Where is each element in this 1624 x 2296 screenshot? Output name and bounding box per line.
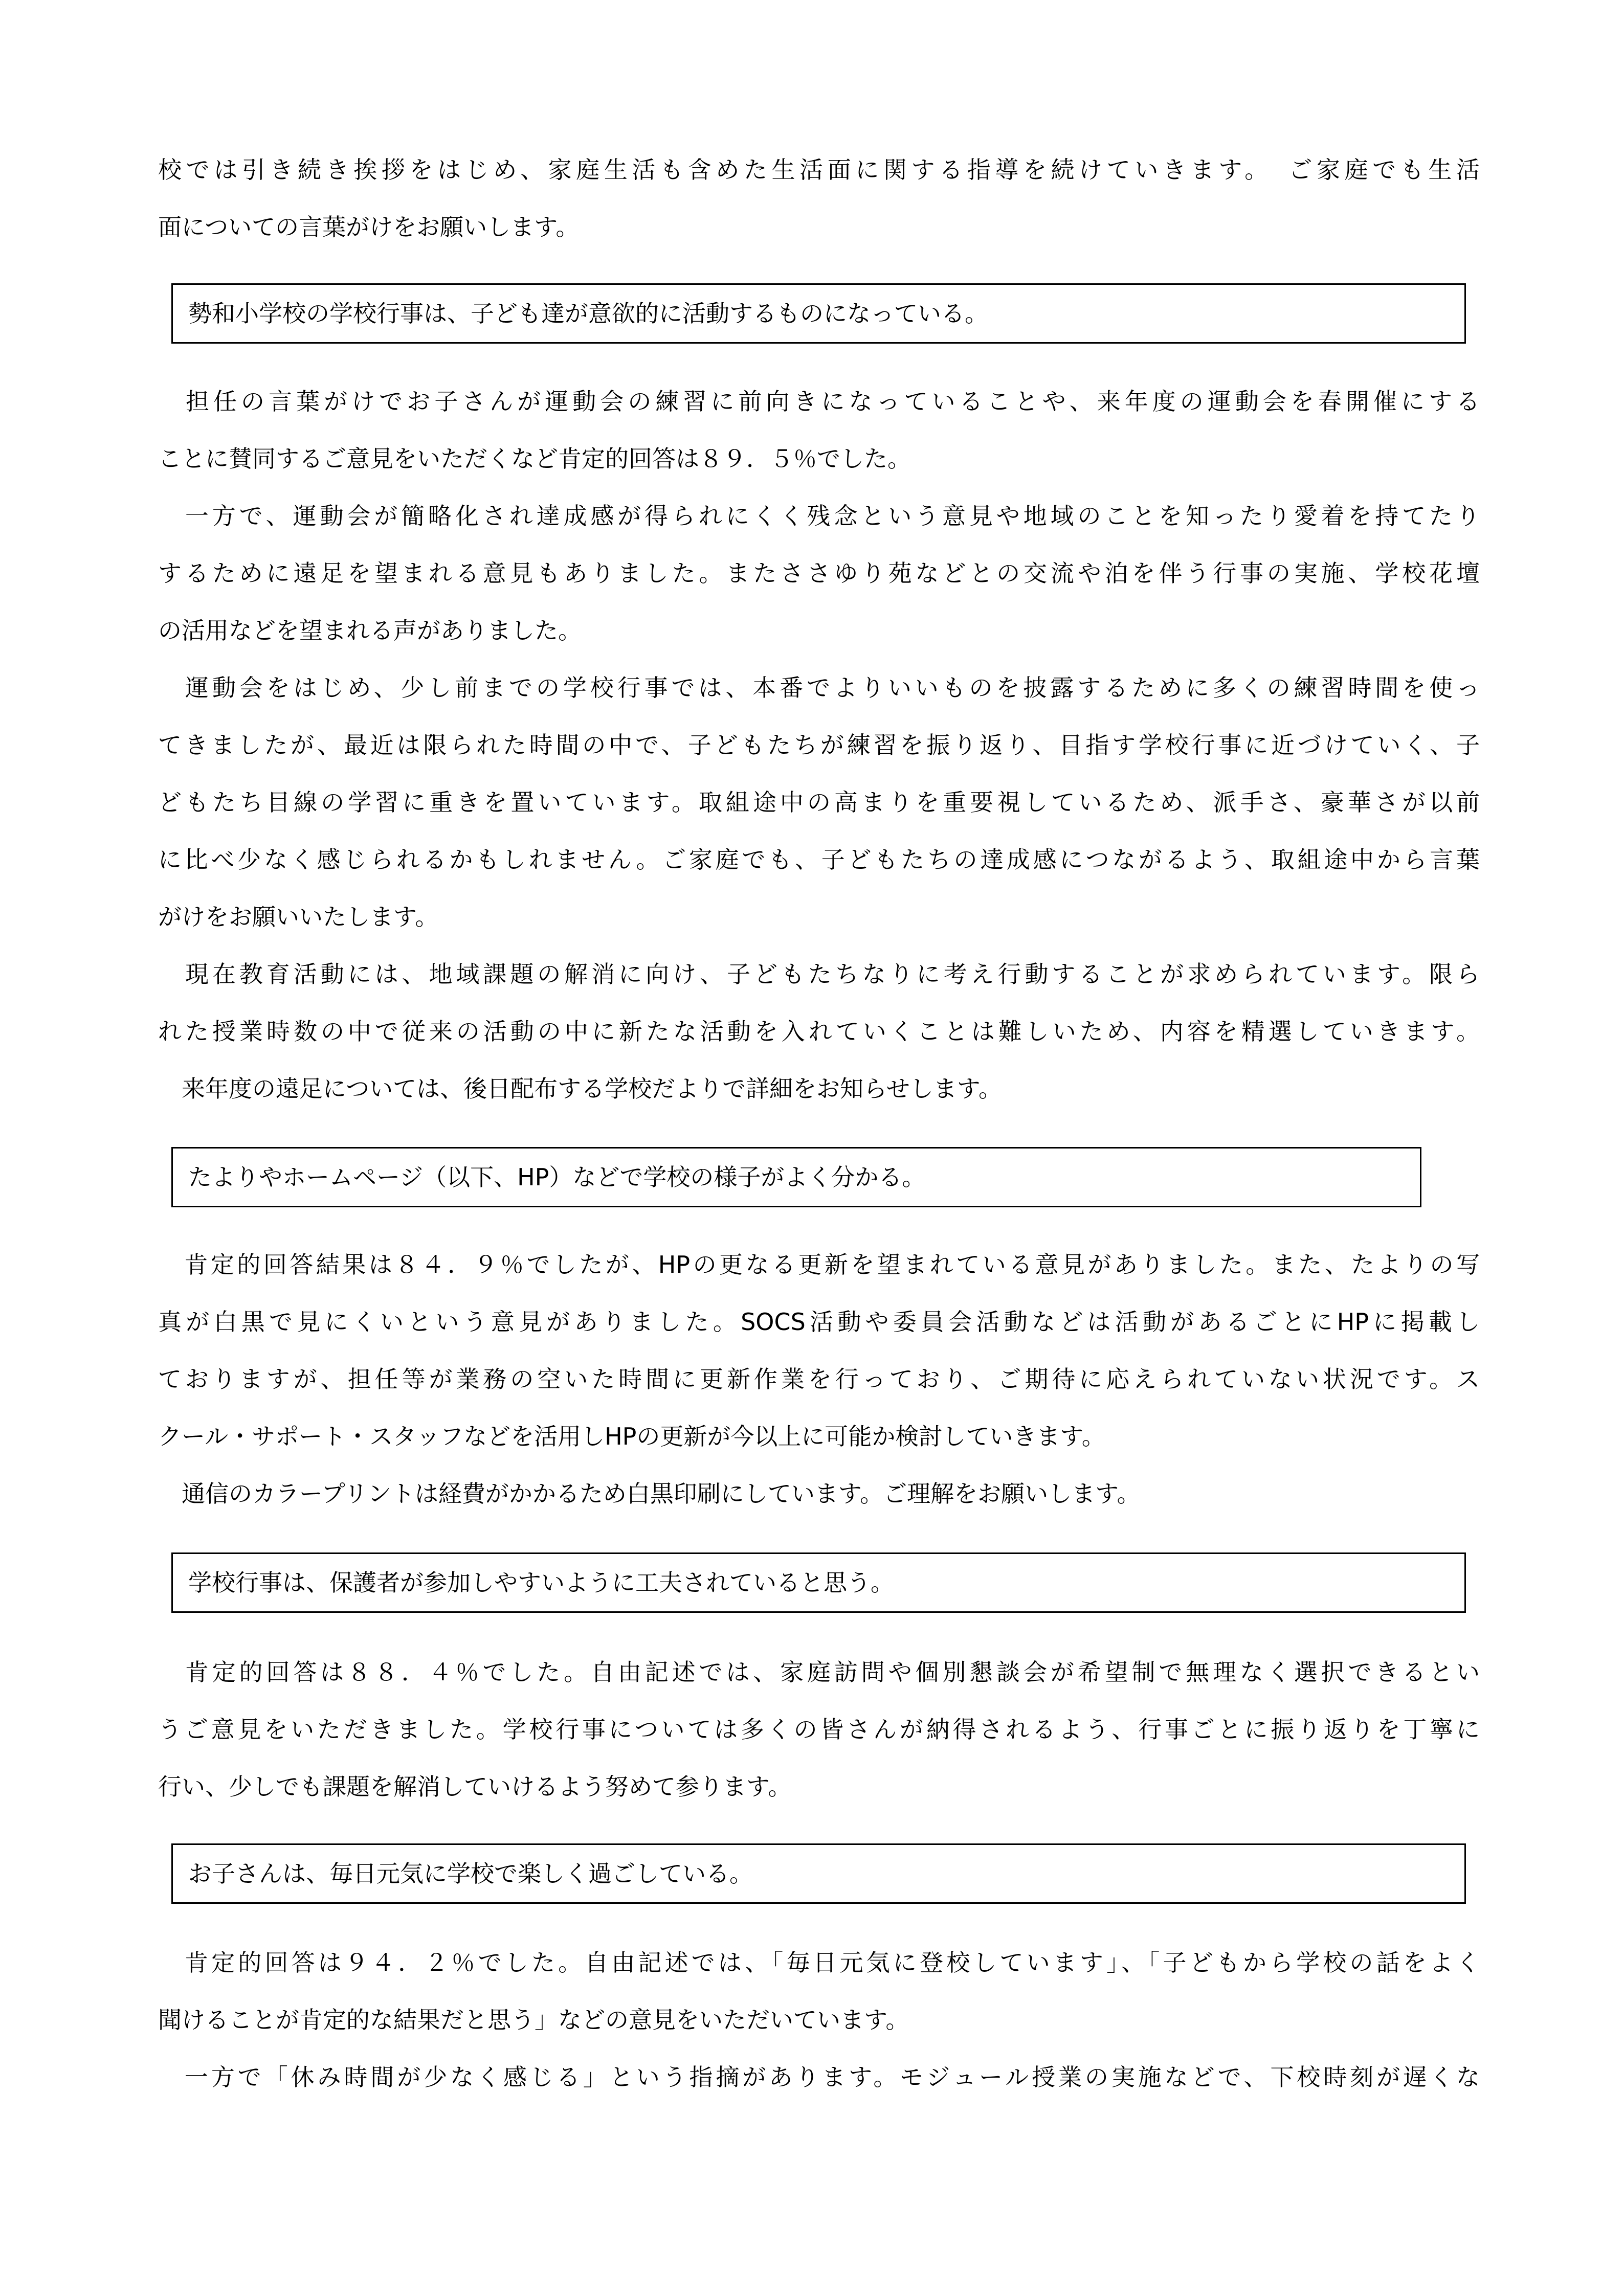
text-line: 肯定的回答結果は８４．９％でしたが、HPの更なる更新を望まれている意見がありました。また、たよりの写 [158, 1251, 1480, 1278]
survey-question-box: 勢和小学校の学校行事は、子ども達が意欲的に活動するものになっている。 [171, 283, 1466, 344]
text-line: 現在教育活動には、地域課題の解消に向け、子どもたちなりに考え行動することが求められています。限ら [158, 960, 1480, 988]
survey-question-box: たよりやホームページ（以下、HP）などで学校の様子がよく分かる。 [171, 1147, 1421, 1207]
text-line: どもたち目線の学習に重きを置いています。取組途中の高まりを重要視しているため、派手さ、豪華さが以前 [158, 789, 1480, 816]
newsletter-hp-response [158, 1236, 1480, 1522]
intro-paragraph [158, 141, 1480, 256]
child-wellbeing-response [158, 1934, 1480, 2106]
school-events-response [158, 373, 1480, 1117]
text-line: ておりますが、担任等が業務の空いた時間に更新作業を行っており、ご期待に応えられていない状況です。ス [158, 1365, 1480, 1393]
text-line: ことに賛同するご意見をいただくなど肯定的回答は８９．５％でした。 [158, 445, 911, 472]
text-line: に比べ少なく感じられるかもしれません。ご家庭でも、子どもたちの達成感につながるよう、取組途中から言葉 [158, 846, 1480, 873]
text-line: 真が白黒で見にくいという意見がありました。SOCS活動や委員会活動などは活動があるごとにHPに掲載し [158, 1308, 1480, 1336]
text-line: 肯定的回答は８８．４％でした。自由記述では、家庭訪問や個別懇談会が希望制で無理なく選択できるとい [158, 1658, 1480, 1686]
text-line: の活用などを望まれる声がありました。 [158, 617, 582, 644]
text-line: するために遠足を望まれる意見もありました。またささゆり苑などとの交流や泊を伴う行事の実施、学校花壇 [158, 559, 1480, 587]
text-line: 通信のカラープリントは経費がかかるため白黒印刷にしています。ご理解をお願いします。 [158, 1480, 1141, 1507]
text-line: がけをお願いいたします。 [158, 903, 439, 931]
text-line: 来年度の遠足については、後日配布する学校だよりで詳細をお知らせします。 [158, 1075, 1003, 1102]
text-line: 聞けることが肯定的な結果だと思う」などの意見をいただいています。 [158, 2006, 909, 2034]
text-line: 校では引き続き挨拶をはじめ、家庭生活も含めた生活面に関する指導を続けていきます。 ご家庭でも生活 [158, 156, 1480, 184]
survey-question-box: お子さんは、毎日元気に学校で楽しく過ごしている。 [171, 1843, 1466, 1904]
text-line: 面についての言葉がけをお願いします。 [158, 213, 580, 241]
text-line: れた授業時数の中で従来の活動の中に新たな活動を入れていくことは難しいため、内容を精選していきます。 [158, 1018, 1480, 1045]
text-line: てきましたが、最近は限られた時間の中で、子どもたちが練習を振り返り、目指す学校行事に近づけていく、子 [158, 731, 1480, 759]
survey-question-box: 学校行事は、保護者が参加しやすいように工夫されていると思う。 [171, 1552, 1466, 1613]
text-line: 運動会をはじめ、少し前までの学校行事では、本番でよりいいものを披露するために多くの練習時間を使っ [158, 674, 1480, 702]
text-line: 一方で「休み時間が少なく感じる」という指摘があります。モジュール授業の実施などで、下校時刻が遅くな [158, 2063, 1480, 2091]
text-line: 肯定的回答は９４．２％でした。自由記述では、「毎日元気に登校しています」、「子どもから学校の話をよく [158, 1949, 1480, 1976]
parent-participation-response [158, 1644, 1480, 1815]
text-line: 行い、少しでも課題を解消していけるよう努めて参ります。 [158, 1773, 792, 1800]
text-line: 担任の言葉がけでお子さんが運動会の練習に前向きになっていることや、来年度の運動会を春開催にする [158, 388, 1480, 415]
text-line: 一方で、運動会が簡略化され達成感が得られにくく残念という意見や地域のことを知ったり愛着を持てたり [158, 502, 1480, 530]
text-line: うご意見をいただきました。学校行事については多くの皆さんが納得されるよう、行事ごとに振り返りを丁寧に [158, 1716, 1480, 1743]
text-line: クール・サポート・スタッフなどを活用しHPの更新が今以上に可能か検討していきます。 [158, 1423, 1105, 1450]
